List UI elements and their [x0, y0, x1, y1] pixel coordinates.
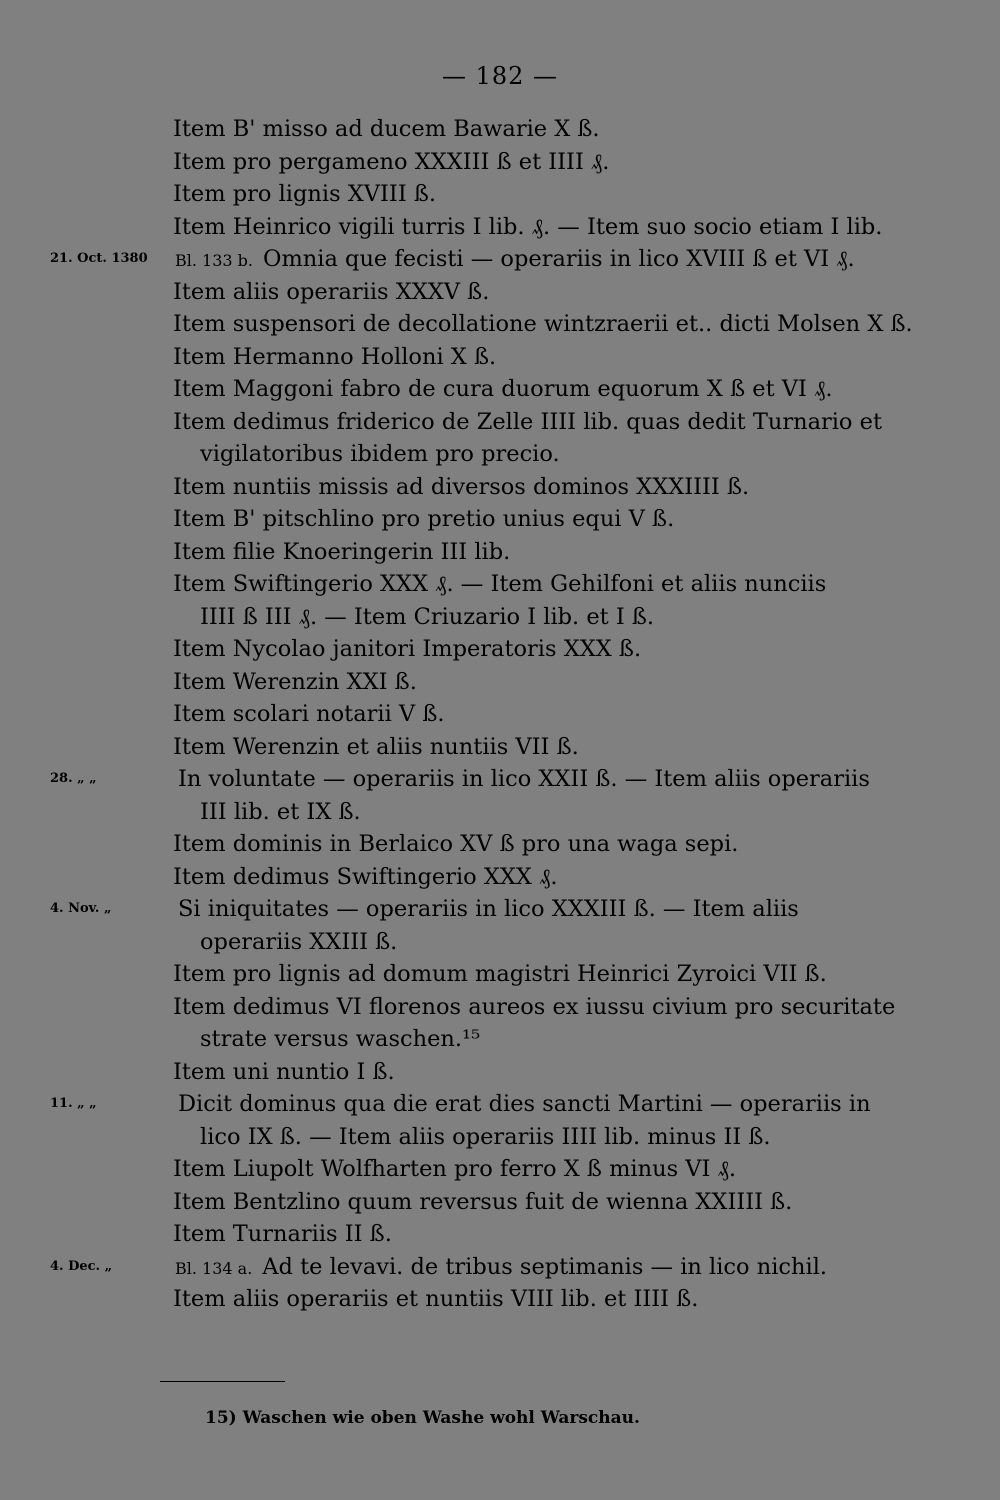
entry-line: [0, 1283, 1000, 1316]
entry-line: [0, 828, 1000, 861]
entry-line: [0, 341, 1000, 374]
entry-text-group: [173, 113, 600, 146]
entry-line: [0, 178, 1000, 211]
entry-text: Item pro pergameno XXXIII ß et IIII ₰.: [173, 148, 610, 175]
entry-text: Item scolari notarii V ß.: [173, 701, 445, 727]
entry-date: 21. Oct. 1380: [50, 251, 148, 266]
entry-date: 28. „ „: [50, 771, 97, 786]
entry-line: [0, 276, 1000, 309]
entry-text: Item Swiftingerio XXX ₰. — Item Gehilfoni et aliis nunciis: [173, 571, 827, 597]
entry-line: [0, 308, 1000, 341]
entry-text: Item suspensori de decollatione wintzraerii et.. dicti Molsen X ß.: [173, 311, 913, 337]
entry-line: [0, 503, 1000, 536]
entry-text-group: [173, 1283, 698, 1316]
entry-text-group: [173, 568, 826, 601]
entry-text: Item dedimus VI florenos aureos ex iussu civium pro securitate: [173, 993, 896, 1020]
entry-continuation-line: [0, 1121, 1000, 1154]
entry-text: Item Nycolao janitori Imperatoris XXX ß.: [173, 636, 642, 662]
entry-line: [0, 1186, 1000, 1219]
entry-line: [0, 1218, 1000, 1251]
entry-text: IIII ß III ₰. — Item Criuzario I lib. et I ß.: [200, 603, 655, 630]
entry-text-group: [173, 731, 579, 764]
folio-reference: Bl. 134 a.: [175, 1258, 253, 1278]
entry-line: [0, 861, 1000, 894]
entry-text: Item dominis in Berlaico XV ß pro una waga sepi.: [173, 831, 739, 857]
entry-text: Item pro lignis ad domum magistri Heinrici Zyroici VII ß.: [173, 961, 827, 987]
entry-text-group: [173, 666, 417, 699]
entry-text-group: [173, 828, 738, 861]
entry-text-group: [173, 1153, 736, 1186]
entry-text-group: [173, 373, 832, 406]
entry-text: Si iniquitates — operariis in lico XXXIII ß. — Item aliis: [178, 896, 799, 922]
entry-text: Item dedimus Swiftingerio XXX ₰.: [173, 863, 558, 890]
entry-text: Item Hermanno Holloni X ß.: [173, 343, 497, 370]
entry-text: Item nuntiis missis ad diversos dominos XXXIIII ß.: [173, 473, 750, 500]
entry-text-group: [173, 178, 436, 211]
entry-text: Item pro lignis XVIII ß.: [173, 181, 437, 207]
entry-text: lico IX ß. — Item aliis operariis IIII lib. minus II ß.: [200, 1123, 771, 1150]
entry-line: [0, 763, 1000, 796]
entry-date: 11. „ „: [50, 1096, 97, 1111]
entry-text-group: [175, 243, 855, 278]
entry-text-group: [173, 536, 510, 569]
ledger-entries: [0, 113, 1000, 1316]
entry-text-group: [173, 211, 882, 244]
entry-text: Ad te levavi. de tribus septimanis — in lico nichil.: [262, 1253, 828, 1280]
entry-text-group: [178, 893, 799, 926]
entry-continuation-line: [0, 601, 1000, 634]
entry-text-group: [173, 308, 913, 341]
entry-text-group: [173, 471, 749, 504]
entry-date: 4. Dec. „: [50, 1258, 113, 1274]
entry-continuation-line: [0, 796, 1000, 829]
entry-line: [0, 1088, 1000, 1121]
entry-line: [0, 373, 1000, 406]
entry-text-group: [173, 341, 496, 374]
entry-text-group: [200, 1121, 771, 1154]
entry-line: [0, 731, 1000, 764]
entry-line: [0, 1153, 1000, 1186]
entry-line: [0, 666, 1000, 699]
entry-line: [0, 211, 1000, 244]
entry-text-group: [173, 1056, 395, 1089]
entry-text-group: [173, 276, 489, 309]
entry-line: [0, 893, 1000, 926]
entry-text: Item B' misso ad ducem Bawarie X ß.: [173, 116, 600, 142]
entry-text-group: [173, 1186, 792, 1219]
entry-line: [0, 146, 1000, 179]
entry-line: [0, 536, 1000, 569]
entry-text: vigilatoribus ibidem pro precio.: [200, 441, 560, 467]
entry-text: Item Liupolt Wolfharten pro ferro X ß minus VI ₰.: [173, 1156, 736, 1182]
entry-text-group: [173, 503, 674, 536]
entry-text: strate versus waschen.¹⁵: [200, 1026, 481, 1052]
entry-text-group: [200, 438, 560, 471]
entry-text: operariis XXIII ß.: [200, 928, 398, 955]
entry-text: Item dedimus friderico de Zelle IIII lib. quas dedit Turnario et: [173, 408, 882, 435]
entry-text: Item B' pitschlino pro pretio unius equi V ß.: [173, 506, 675, 532]
entry-text: Item filie Knoeringerin III lib.: [173, 538, 511, 565]
page-number: — 182 —: [441, 62, 559, 90]
entry-text: Item Werenzin et aliis nuntiis VII ß.: [173, 733, 579, 760]
entry-text-group: [200, 1023, 480, 1056]
entry-text-group: [173, 633, 641, 666]
entry-text-group: [200, 601, 654, 634]
entry-line: [0, 1056, 1000, 1089]
entry-text-group: [200, 796, 361, 829]
entry-line: [0, 471, 1000, 504]
entry-text: In voluntate — operariis in lico XXII ß. — Item aliis operariis: [178, 766, 870, 792]
entry-text: III lib. et IX ß.: [200, 798, 361, 825]
entry-text-group: [173, 1218, 392, 1251]
entry-text: Item Turnariis II ß.: [173, 1221, 392, 1247]
entry-text-group: [178, 1088, 871, 1121]
entry-text-group: [173, 991, 895, 1024]
entry-text: Item Bentzlino quum reversus fuit de wienna XXIIII ß.: [173, 1188, 793, 1215]
entry-line: [0, 633, 1000, 666]
entry-text: Item aliis operariis et nuntiis VIII lib. et IIII ß.: [173, 1286, 699, 1312]
footnote: 15) Waschen wie oben Washe wohl Warschau.: [205, 1408, 640, 1428]
entry-text: Item Werenzin XXI ß.: [173, 668, 417, 695]
entry-text: Omnia que fecisti — operariis in lico XVIII ß et VI ₰.: [263, 246, 855, 272]
folio-reference: Bl. 133 b.: [175, 251, 253, 270]
entry-text-group: [178, 763, 870, 796]
footnote-divider: [160, 1381, 285, 1382]
entry-text-group: [173, 861, 557, 894]
entry-line: [0, 113, 1000, 146]
entry-text-group: [173, 406, 882, 439]
entry-text-group: [173, 698, 445, 731]
entry-text: Dicit dominus qua die erat dies sancti Martini — operariis in: [178, 1091, 871, 1117]
entry-line: [0, 958, 1000, 991]
entry-text: Item aliis operariis XXXV ß.: [173, 278, 490, 305]
entry-text-group: [173, 958, 827, 991]
entry-text-group: [200, 926, 397, 959]
entry-text-group: [173, 146, 609, 179]
entry-line: [0, 568, 1000, 601]
entry-line: [0, 243, 1000, 276]
entry-line: [0, 698, 1000, 731]
entry-text: Item Maggoni fabro de cura duorum equorum X ß et VI ₰.: [173, 376, 833, 402]
entry-text: Item uni nuntio I ß.: [173, 1058, 395, 1085]
entry-text-group: [175, 1251, 827, 1286]
entry-continuation-line: [0, 926, 1000, 959]
entry-continuation-line: [0, 1023, 1000, 1056]
entry-line: [0, 1251, 1000, 1284]
entry-line: [0, 991, 1000, 1024]
entry-date: 4. Nov. „: [50, 901, 112, 916]
entry-continuation-line: [0, 438, 1000, 471]
entry-text: Item Heinrico vigili turris I lib. ₰. — Item suo socio etiam I lib.: [173, 213, 883, 240]
entry-line: [0, 406, 1000, 439]
